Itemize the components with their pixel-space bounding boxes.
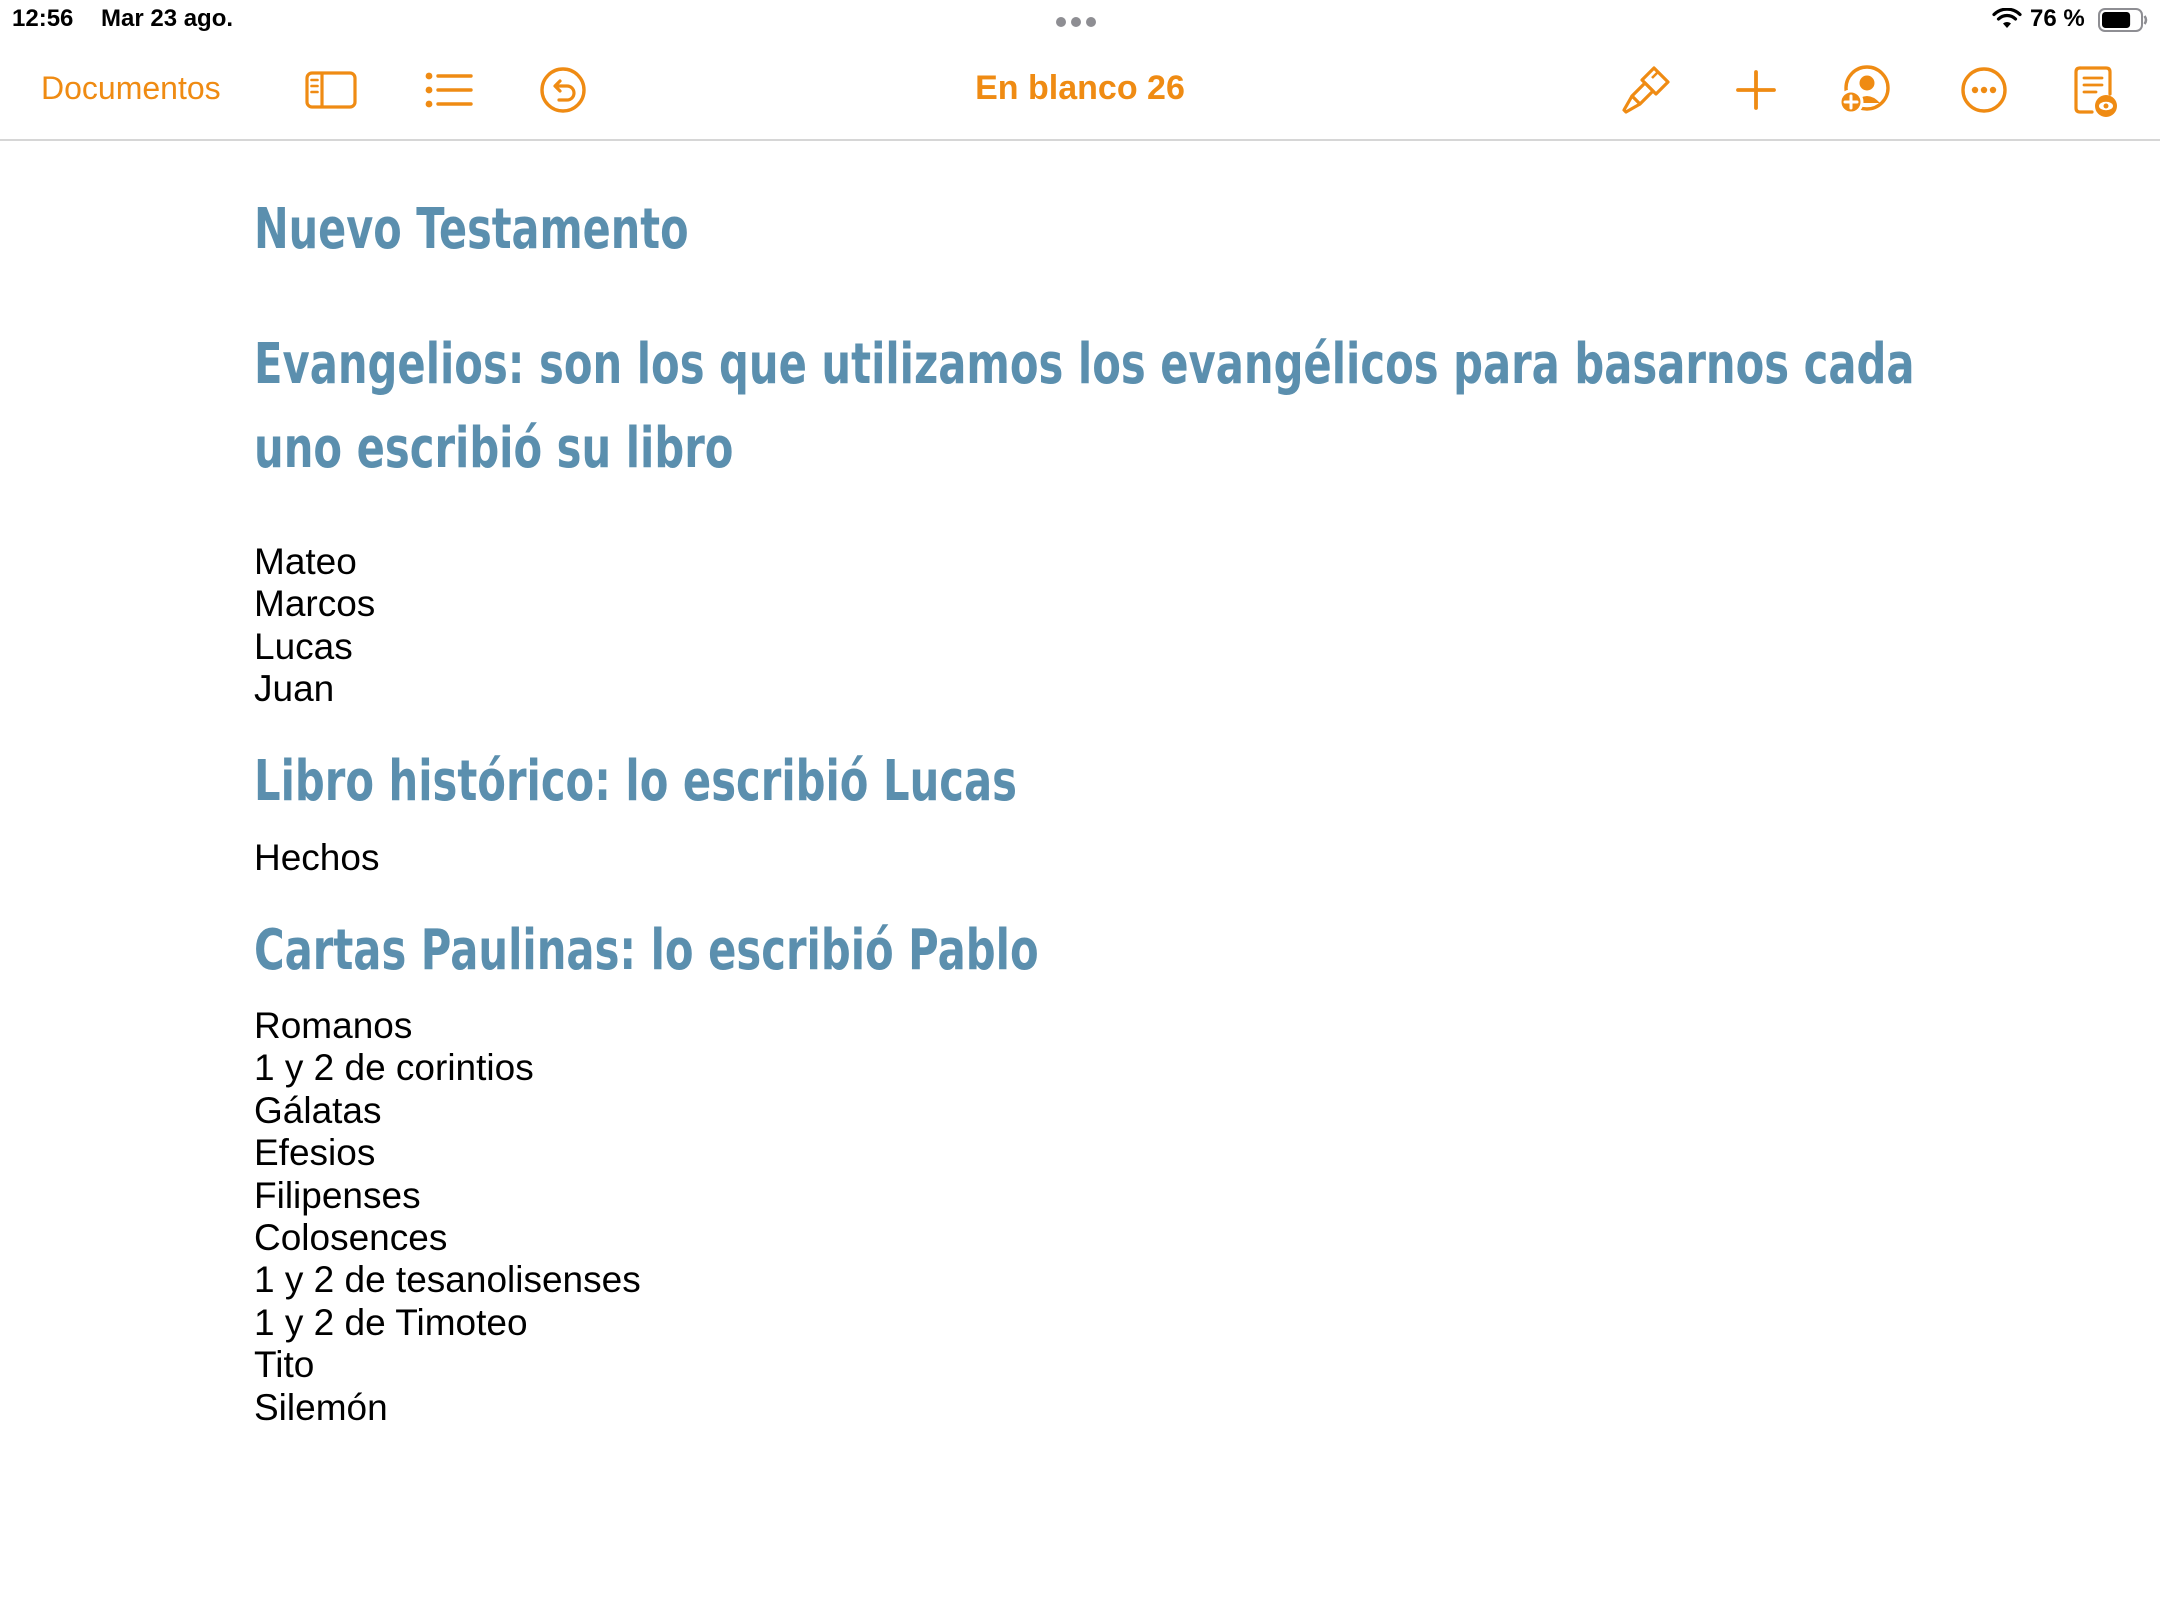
wifi-icon: [1992, 8, 2022, 30]
collaborate-icon[interactable]: [1837, 62, 1893, 118]
list-libro-historico: [254, 837, 379, 879]
reading-view-icon[interactable]: [2066, 62, 2122, 118]
document-title[interactable]: En blanco 26: [975, 69, 1185, 107]
list-item[interactable]: Lucas: [254, 625, 353, 667]
list-item[interactable]: Juan: [254, 668, 335, 710]
list-evangelios: [254, 541, 375, 711]
section-heading-libro-historico[interactable]: Libro histórico: lo escribió Lucas: [254, 749, 1018, 814]
section-heading-cartas-paulinas[interactable]: Cartas Paulinas: lo escribió Pablo: [254, 918, 1039, 983]
list-item[interactable]: Romanos: [254, 1005, 413, 1046]
format-brush-icon[interactable]: [1618, 62, 1674, 118]
more-icon[interactable]: [1956, 62, 2012, 118]
list-item[interactable]: Mateo: [254, 541, 357, 582]
list-item[interactable]: 1 y 2 de corintios: [254, 1047, 534, 1089]
list-cartas-paulinas: [254, 1005, 641, 1429]
list-item[interactable]: Gálatas: [254, 1089, 382, 1131]
list-item[interactable]: Tito: [254, 1344, 315, 1386]
section-heading-evangelios[interactable]: Evangelios: son los que utilizamos los evangélicos para basarnos cada uno escribió su libro: [254, 332, 1915, 481]
status-time: 12:56: [12, 5, 74, 32]
multitasking-dots-icon[interactable]: [1056, 14, 1104, 28]
list-item[interactable]: Marcos: [254, 583, 376, 625]
list-item[interactable]: 1 y 2 de tesanolisenses: [254, 1259, 641, 1301]
toolbar: [0, 40, 2160, 141]
status-bar: [0, 0, 2160, 40]
battery-percent: 76 %: [2030, 5, 2085, 32]
list-item[interactable]: 1 y 2 de Timoteo: [254, 1301, 528, 1343]
list-item[interactable]: Hechos: [254, 837, 380, 878]
list-icon[interactable]: [421, 62, 477, 118]
sidebar-icon[interactable]: [303, 62, 359, 118]
battery-icon: [2098, 8, 2148, 32]
document-title-heading[interactable]: Nuevo Testamento: [254, 197, 689, 262]
list-item[interactable]: Efesios: [254, 1132, 376, 1174]
status-date: Mar 23 ago.: [101, 5, 234, 32]
document-canvas[interactable]: [0, 141, 2160, 1620]
list-item[interactable]: Filipenses: [254, 1174, 421, 1216]
add-icon[interactable]: [1728, 62, 1784, 118]
list-item[interactable]: Silemón: [254, 1386, 388, 1428]
list-item[interactable]: Colosences: [254, 1217, 448, 1259]
undo-icon[interactable]: [535, 62, 591, 118]
documents-button[interactable]: Documentos: [41, 70, 221, 106]
